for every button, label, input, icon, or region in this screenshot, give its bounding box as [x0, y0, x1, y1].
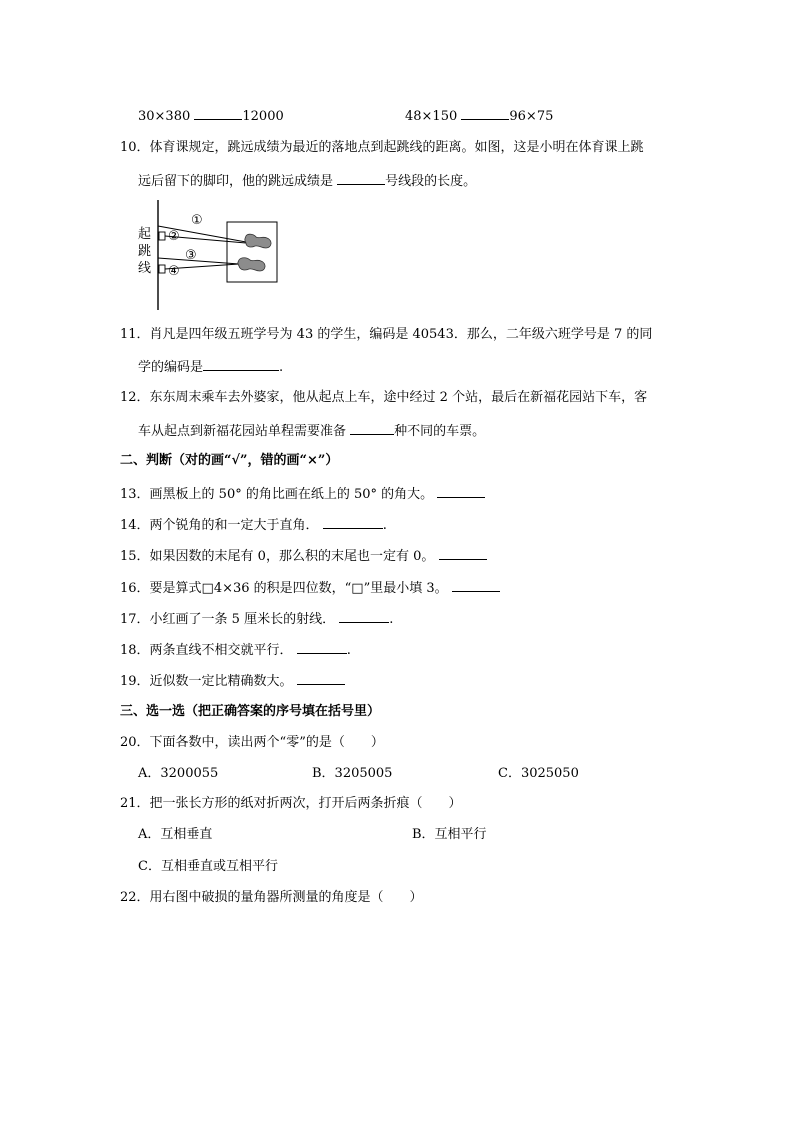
q21-option-a[interactable]: A．互相垂直	[138, 827, 213, 842]
q15-answer-blank[interactable]	[439, 546, 487, 560]
q18	[120, 640, 351, 660]
q11-line1: 11．肖凡是四年级五班学号为 43 的学生，编码是 40543．那么，二年级六班学号是 7 的同	[120, 327, 653, 342]
segment-2-marker	[159, 232, 165, 240]
segment-label-1: ①	[191, 213, 203, 228]
q14-tail: .	[382, 518, 387, 533]
q11-answer-blank[interactable]	[203, 357, 279, 371]
segment-4-marker	[159, 265, 165, 273]
q11-line2-a: 学的编码是	[138, 360, 204, 375]
q9-right	[405, 106, 553, 126]
start-line-label-3: 线	[138, 261, 152, 276]
q9-right-blank[interactable]	[461, 106, 509, 120]
q14-text: 14．两个锐角的和一定大于直角．	[120, 518, 319, 533]
start-line-label-2: 跳	[138, 244, 152, 259]
q9-left-expr: 30×380	[138, 109, 191, 124]
q19	[120, 671, 345, 691]
q18-text: 18．两条直线不相交就平行．	[120, 643, 293, 658]
q11-line2-b: .	[279, 360, 284, 375]
q19-answer-blank[interactable]	[297, 671, 345, 685]
q9-left-blank[interactable]	[194, 106, 242, 120]
q20-option-a[interactable]: A．3200055	[138, 766, 219, 781]
q14-answer-blank[interactable]	[323, 515, 383, 529]
segment-label-4: ④	[168, 264, 180, 279]
q12-line2-b: 种不同的车票。	[394, 424, 486, 439]
q12-line1: 12．东东周末乘车去外婆家，他从起点上车，途中经过 2 个站，最后在新福花园站下车，客	[120, 390, 648, 405]
q13-text: 13．画黑板上的 50° 的角比画在纸上的 50° 的角大。	[120, 487, 434, 502]
footprint-lower	[238, 258, 265, 271]
q13	[120, 484, 485, 504]
long-jump-figure	[130, 200, 282, 312]
q9-left-rhs: 12000	[242, 109, 284, 124]
q13-answer-blank[interactable]	[437, 484, 485, 498]
q17-tail: .	[389, 612, 394, 627]
section2-heading: 二、判断（对的画“√”，错的画“×”）	[120, 453, 339, 468]
q12-line2-a: 车从起点到新福花园站单程需要准备	[138, 424, 347, 439]
start-line-label-1: 起	[138, 227, 152, 242]
q9-left	[138, 106, 284, 126]
q10-answer-blank[interactable]	[337, 171, 385, 185]
q20-option-c[interactable]: C．3025050	[498, 766, 579, 781]
q10-line1: 10．体育课规定，跳远成绩为最近的落地点到起跳线的距离。如图，这是小明在体育课上跳	[120, 140, 644, 155]
q17-answer-blank[interactable]	[339, 609, 389, 623]
q16	[120, 578, 500, 598]
q21-option-c[interactable]: C．互相垂直或互相平行	[138, 859, 278, 874]
segment-label-2: ②	[168, 229, 180, 244]
q12-answer-blank[interactable]	[350, 421, 394, 435]
q11-line2	[138, 357, 283, 377]
q20-option-b[interactable]: B．3205005	[312, 766, 393, 781]
q21-option-b[interactable]: B．互相平行	[412, 827, 487, 842]
q9-right-rhs: 96×75	[509, 109, 554, 124]
segment-label-3: ③	[185, 248, 197, 263]
q15-text: 15．如果因数的末尾有 0，那么积的末尾也一定有 0。	[120, 549, 435, 564]
q10-line2	[138, 171, 476, 191]
section3-heading: 三、选一选（把正确答案的序号填在括号里）	[120, 704, 381, 719]
q10-line2-a: 远后留下的脚印，他的跳远成绩是	[138, 174, 334, 189]
footprint-upper	[245, 234, 271, 248]
q15	[120, 546, 487, 566]
q21-stem: 21．把一张长方形的纸对折两次，打开后两条折痕（ ）	[120, 796, 462, 811]
q9-right-expr: 48×150	[405, 109, 458, 124]
q17	[120, 609, 393, 629]
q18-answer-blank[interactable]	[297, 640, 347, 654]
q16-text: 16．要是算式□4×36 的积是四位数，“□”里最小填 3。	[120, 581, 448, 596]
q18-tail: .	[346, 643, 351, 658]
footprint-box	[227, 222, 277, 282]
q19-text: 19．近似数一定比精确数大。	[120, 674, 293, 689]
q16-answer-blank[interactable]	[452, 578, 500, 592]
q22-stem: 22．用右图中破损的量角器所测量的角度是（ ）	[120, 890, 423, 905]
q20-stem: 20．下面各数中，读出两个“零”的是（ ）	[120, 735, 384, 750]
q17-text: 17．小红画了一条 5 厘米长的射线．	[120, 612, 336, 627]
q10-line2-b: 号线段的长度。	[385, 174, 477, 189]
q12-line2	[138, 421, 485, 441]
q14	[120, 515, 387, 535]
